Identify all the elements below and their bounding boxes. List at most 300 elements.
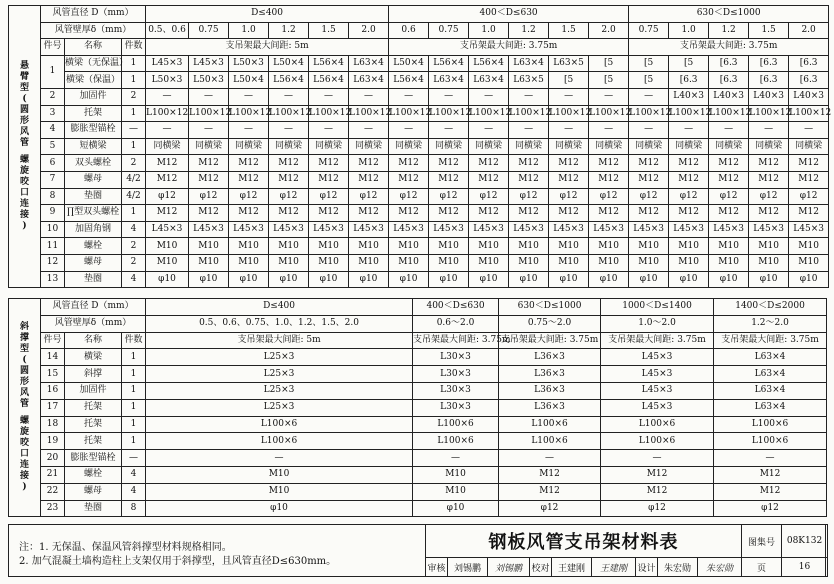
spec-cell: L100×12 (669, 105, 709, 122)
spec-cell: L45×3 (429, 221, 469, 238)
spec-cell: L100×12 (469, 105, 509, 122)
spec-cell: M12 (229, 155, 269, 172)
spec-cell: L100×12 (549, 105, 589, 122)
spec-cell: 同横梁 (589, 138, 629, 155)
item-name: 双头螺栓 (65, 155, 122, 172)
item-no: 6 (41, 155, 65, 172)
spec-cell: L45×3 (601, 349, 714, 366)
spec-cell: L100×6 (413, 433, 499, 450)
item-name: 横梁（保温） (65, 72, 122, 89)
thickness-cell: 0.75 (189, 22, 229, 39)
spec-cell: φ12 (589, 188, 629, 205)
spec-cell: [6.3 (669, 72, 709, 89)
spec-cell: L25×3 (146, 349, 413, 366)
spec-cell: M12 (309, 171, 349, 188)
item-name: 螺母 (65, 171, 122, 188)
spec-cell: 同横梁 (709, 138, 749, 155)
side-char: 咬 (19, 438, 29, 449)
spec-cell: L100×12 (429, 105, 469, 122)
table-row (9, 72, 829, 89)
spec-cell: φ10 (789, 271, 829, 288)
spec-cell: — (146, 122, 189, 139)
side-char: ) (22, 482, 27, 493)
spec-cell: φ12 (229, 188, 269, 205)
spec-cell: — (349, 88, 389, 105)
spec-cell: φ12 (714, 500, 827, 517)
thickness-cell: 1.0 (669, 22, 709, 39)
side-char: 风 (19, 388, 29, 399)
side-char: 接 (19, 471, 29, 482)
item-name: 垫圈 (65, 271, 122, 288)
spec-cell: L45×3 (669, 221, 709, 238)
spacing-header: 支吊架最大间距: 3.75m (389, 39, 629, 56)
spec-cell: L45×3 (189, 221, 229, 238)
spec-cell: 同横梁 (549, 138, 589, 155)
table-row (9, 138, 829, 155)
group-header: 1400＜D≤2000 (714, 299, 827, 316)
side-char: ( (22, 94, 27, 105)
thickness-cell: 1.0 (229, 22, 269, 39)
spec-cell: M12 (269, 171, 309, 188)
spec-cell: — (549, 122, 589, 139)
item-name: 横梁 (65, 349, 122, 366)
spec-cell: L50×3 (229, 55, 269, 72)
side-char: 圆 (19, 366, 29, 377)
spec-cell: M10 (549, 238, 589, 255)
spec-cell: M12 (269, 155, 309, 172)
item-no: 1 (41, 55, 65, 88)
thickness-cell: 0.75～2.0 (499, 315, 601, 332)
spec-cell: φ12 (269, 188, 309, 205)
spec-cell: φ10 (429, 271, 469, 288)
note-1: 注：1. 无保温、保温风管斜撑型材料规格相同。 (19, 542, 232, 553)
spec-cell: M10 (269, 238, 309, 255)
spec-cell: M10 (229, 238, 269, 255)
page-number: 16 (782, 558, 828, 577)
spec-cell: L100×12 (709, 105, 749, 122)
spec-cell: L30×3 (413, 366, 499, 383)
table-row (9, 500, 827, 517)
spec-cell: L40×3 (789, 88, 829, 105)
spec-cell: M12 (309, 155, 349, 172)
spec-cell: L25×3 (146, 366, 413, 383)
spec-cell: φ12 (309, 188, 349, 205)
side-char: 连 (19, 460, 29, 471)
spec-cell: M10 (709, 238, 749, 255)
spec-cell: L100×6 (499, 433, 601, 450)
spec-cell: L100×12 (629, 105, 669, 122)
thickness-cell: 2.0 (589, 22, 629, 39)
thickness-cell: 0.5、0.6 (146, 22, 189, 39)
spec-cell: 同横梁 (349, 138, 389, 155)
table-row (9, 88, 829, 105)
spec-cell: — (714, 450, 827, 467)
item-no: 4 (41, 122, 65, 139)
spec-cell: — (189, 122, 229, 139)
item-qty: 2 (122, 254, 146, 271)
spec-cell: φ10 (389, 271, 429, 288)
side-char: 接 (19, 210, 29, 221)
spec-cell: M10 (509, 238, 549, 255)
thickness-cell: 1.2～2.0 (714, 315, 827, 332)
spec-cell: L63×4 (714, 366, 827, 383)
spec-cell: — (146, 88, 189, 105)
header-row-columns (9, 332, 827, 349)
col-name-header: 名称 (65, 332, 122, 349)
spec-cell: M12 (589, 171, 629, 188)
spec-cell: M10 (349, 254, 389, 271)
spec-cell: M10 (709, 254, 749, 271)
item-no: 10 (41, 221, 65, 238)
title-block (425, 524, 828, 577)
item-no: 17 (41, 399, 65, 416)
item-qty: 4 (122, 271, 146, 288)
diagonal-brace-table (8, 298, 827, 517)
item-name: 螺栓 (65, 466, 122, 483)
spec-cell: [6.3 (749, 55, 789, 72)
spec-cell: M12 (749, 155, 789, 172)
spec-cell: φ12 (629, 188, 669, 205)
spec-cell: M10 (189, 254, 229, 271)
item-name: 加固件 (65, 88, 122, 105)
spec-cell: M12 (349, 171, 389, 188)
item-qty: 1 (122, 366, 146, 383)
item-no: 2 (41, 88, 65, 105)
item-no: 19 (41, 433, 65, 450)
spec-cell: M12 (749, 205, 789, 222)
spec-cell: M12 (429, 205, 469, 222)
spec-cell: M12 (269, 205, 309, 222)
table-row (9, 105, 829, 122)
spec-cell: M12 (789, 171, 829, 188)
spec-cell: M10 (413, 483, 499, 500)
spec-cell: M12 (229, 205, 269, 222)
spec-cell: φ12 (429, 188, 469, 205)
side-char: 管 (19, 138, 29, 149)
spec-cell: M12 (469, 155, 509, 172)
header-row-diameter (9, 6, 829, 23)
col-qty-header: 件数 (122, 332, 146, 349)
spec-cell: M12 (146, 171, 189, 188)
spec-cell: L45×3 (749, 221, 789, 238)
item-qty: 1 (122, 416, 146, 433)
spec-cell: — (146, 450, 413, 467)
col-qty-header: 件数 (122, 39, 146, 56)
spec-cell: M12 (601, 483, 714, 500)
thickness-cell: 2.0 (789, 22, 829, 39)
spec-cell: M10 (629, 238, 669, 255)
spec-cell: M12 (509, 155, 549, 172)
table-row (9, 433, 827, 450)
design-label: 设计 (636, 558, 658, 577)
item-name: 螺母 (65, 483, 122, 500)
group-header: 400＜D≤630 (389, 6, 629, 23)
spec-cell: M12 (389, 155, 429, 172)
spec-cell: M12 (589, 205, 629, 222)
spec-cell: M10 (469, 238, 509, 255)
spec-cell: M12 (629, 171, 669, 188)
spec-cell: — (509, 122, 549, 139)
side-char: 管 (19, 399, 29, 410)
spec-cell: M12 (469, 171, 509, 188)
spec-cell: 同横梁 (229, 138, 269, 155)
thickness-cell: 1.0 (469, 22, 509, 39)
spec-cell: L45×3 (629, 221, 669, 238)
spec-cell: M10 (309, 254, 349, 271)
spacing-header: 支吊架最大间距: 3.75m (413, 332, 499, 349)
header-row-thickness (9, 315, 827, 332)
spec-cell: 同横梁 (749, 138, 789, 155)
spec-cell: 同横梁 (629, 138, 669, 155)
spec-cell: M10 (429, 238, 469, 255)
item-no: 11 (41, 238, 65, 255)
spec-cell: [6.3 (709, 55, 749, 72)
spec-cell: L63×4 (714, 399, 827, 416)
spec-cell: φ12 (349, 188, 389, 205)
spec-cell: — (349, 122, 389, 139)
item-name: 托架 (65, 416, 122, 433)
spec-cell: [6.3 (749, 72, 789, 89)
side-char: 旋 (19, 166, 29, 177)
header-row-columns (9, 39, 829, 56)
table-row (9, 55, 829, 72)
group-header: D≤400 (146, 6, 389, 23)
side-char: 撑 (19, 333, 29, 344)
spec-cell: — (389, 122, 429, 139)
item-name: 托架 (65, 433, 122, 450)
spec-cell: M12 (669, 155, 709, 172)
thickness-cell: 1.2 (709, 22, 749, 39)
spec-cell: — (789, 122, 829, 139)
spec-cell: L50×3 (189, 72, 229, 89)
spec-cell: L36×3 (499, 399, 601, 416)
spec-cell: 同横梁 (469, 138, 509, 155)
header-row-thickness (9, 22, 829, 39)
item-no: 9 (41, 205, 65, 222)
table-row (9, 349, 827, 366)
spec-cell: L45×3 (601, 382, 714, 399)
spec-cell: — (469, 122, 509, 139)
spec-cell: M12 (589, 155, 629, 172)
spec-cell: M10 (146, 466, 413, 483)
spec-cell: L45×3 (229, 221, 269, 238)
spec-cell: — (309, 122, 349, 139)
side-char: 臂 (19, 72, 29, 83)
spec-cell: φ12 (549, 188, 589, 205)
spec-cell: L45×3 (469, 221, 509, 238)
spec-cell: [5 (669, 55, 709, 72)
item-name: 斜撑 (65, 366, 122, 383)
item-qty: 1 (122, 205, 146, 222)
spec-cell: φ10 (509, 271, 549, 288)
thickness-cell: 1.5 (549, 22, 589, 39)
spec-cell: M12 (601, 466, 714, 483)
spec-cell: — (549, 88, 589, 105)
spec-cell: M12 (389, 171, 429, 188)
spec-cell: M10 (389, 254, 429, 271)
spec-cell: M12 (429, 171, 469, 188)
spec-cell: L45×3 (601, 399, 714, 416)
item-name: 垫圈 (65, 188, 122, 205)
spec-cell: L63×4 (349, 72, 389, 89)
spec-cell: L25×3 (146, 399, 413, 416)
item-no: 13 (41, 271, 65, 288)
spec-cell: M12 (189, 171, 229, 188)
spec-cell: φ10 (269, 271, 309, 288)
side-char: 悬 (19, 61, 29, 72)
col-no-header: 件号 (41, 332, 65, 349)
item-no: 20 (41, 450, 65, 467)
spec-cell: M12 (229, 171, 269, 188)
spec-cell: L56×4 (389, 72, 429, 89)
side-char: ( (22, 355, 27, 366)
spec-cell: L100×12 (229, 105, 269, 122)
thickness-cell: 1.5 (749, 22, 789, 39)
spec-cell: L63×5 (509, 72, 549, 89)
table-row (9, 416, 827, 433)
side-char: 斜 (19, 322, 29, 333)
spec-cell: M12 (499, 483, 601, 500)
item-no: 22 (41, 483, 65, 500)
spec-cell: L50×4 (269, 55, 309, 72)
spec-cell: — (669, 122, 709, 139)
spacing-header: 支吊架最大间距: 3.75m (629, 39, 829, 56)
spec-cell: — (629, 88, 669, 105)
item-qty: 4 (122, 221, 146, 238)
spec-cell: M10 (629, 254, 669, 271)
spec-cell: M12 (389, 205, 429, 222)
spec-cell: L100×6 (413, 416, 499, 433)
spec-cell: 同横梁 (146, 138, 189, 155)
thickness-cell: 0.75 (429, 22, 469, 39)
item-qty: 1 (122, 399, 146, 416)
spec-cell: L50×4 (389, 55, 429, 72)
spec-cell: — (269, 122, 309, 139)
item-qty: 1 (122, 349, 146, 366)
spacing-header: 支吊架最大间距: 5m (146, 39, 389, 56)
item-no: 12 (41, 254, 65, 271)
side-char: 螺 (19, 155, 29, 166)
spec-cell: L100×12 (269, 105, 309, 122)
spec-cell: φ10 (709, 271, 749, 288)
item-qty: 1 (122, 138, 146, 155)
table-row (9, 271, 829, 288)
spec-cell: L36×3 (499, 382, 601, 399)
spec-cell: L30×3 (413, 349, 499, 366)
item-qty: — (122, 450, 146, 467)
spec-cell: [5 (629, 72, 669, 89)
spec-cell: 同横梁 (789, 138, 829, 155)
spec-cell: L45×3 (269, 221, 309, 238)
spec-cell: M10 (413, 466, 499, 483)
spec-cell: L100×12 (509, 105, 549, 122)
spec-cell: L63×4 (429, 72, 469, 89)
spec-cell: φ10 (146, 500, 413, 517)
table-row (9, 221, 829, 238)
review-label: 审核 (426, 558, 448, 577)
spec-cell: L45×3 (509, 221, 549, 238)
spec-cell: M10 (789, 254, 829, 271)
header-thickness: 风管壁厚δ（mm） (41, 22, 146, 39)
spec-cell: φ10 (309, 271, 349, 288)
side-char: 圆 (19, 105, 29, 116)
group-header: 400＜D≤630 (413, 299, 499, 316)
spec-cell: 同横梁 (389, 138, 429, 155)
thickness-cell: 1.0～2.0 (601, 315, 714, 332)
spec-cell: L36×3 (499, 349, 601, 366)
spec-cell: φ12 (789, 188, 829, 205)
spec-cell: φ12 (601, 500, 714, 517)
spec-cell: M12 (349, 205, 389, 222)
spec-cell: M12 (669, 205, 709, 222)
spec-cell: φ10 (549, 271, 589, 288)
spec-cell: M12 (189, 205, 229, 222)
item-name: 膨胀型锚栓 (65, 450, 122, 467)
spec-cell: L100×12 (349, 105, 389, 122)
spec-cell: — (309, 88, 349, 105)
spec-cell: M12 (146, 155, 189, 172)
spec-cell: M12 (549, 171, 589, 188)
item-qty: 2 (122, 238, 146, 255)
spec-cell: M10 (469, 254, 509, 271)
group-header: 630＜D≤1000 (629, 6, 829, 23)
spec-cell: L100×12 (789, 105, 829, 122)
spec-cell: L45×3 (789, 221, 829, 238)
spec-cell: L100×6 (601, 433, 714, 450)
spec-cell: L50×3 (146, 72, 189, 89)
checker-name: 王建刚 (552, 558, 592, 577)
spec-cell: φ12 (189, 188, 229, 205)
spec-cell: — (499, 450, 601, 467)
table-row (9, 483, 827, 500)
spec-cell: — (629, 122, 669, 139)
footer (8, 524, 826, 577)
spec-cell: L36×3 (499, 366, 601, 383)
spec-cell: [6.3 (789, 55, 829, 72)
spec-cell: M10 (229, 254, 269, 271)
item-qty: 4/2 (122, 171, 146, 188)
spec-cell: M10 (146, 254, 189, 271)
table-row (9, 450, 827, 467)
spec-cell: — (749, 122, 789, 139)
spec-cell: L63×4 (349, 55, 389, 72)
spec-cell: M10 (669, 254, 709, 271)
item-name: 托架 (65, 399, 122, 416)
designer-signature: 朱宏勋 (698, 558, 742, 577)
spec-cell: M12 (789, 205, 829, 222)
table-row (9, 171, 829, 188)
spec-cell: L30×3 (413, 399, 499, 416)
spec-cell: — (589, 88, 629, 105)
spec-cell: M10 (146, 483, 413, 500)
item-qty: 1 (122, 105, 146, 122)
group-header: 1000＜D≤1400 (601, 299, 714, 316)
item-no: 18 (41, 416, 65, 433)
table-row (9, 205, 829, 222)
spacing-header: 支吊架最大间距: 5m (146, 332, 413, 349)
item-name: 托架 (65, 105, 122, 122)
spec-cell: L100×6 (499, 416, 601, 433)
spec-cell: M12 (429, 155, 469, 172)
spec-cell: M12 (549, 205, 589, 222)
spec-cell: 同横梁 (189, 138, 229, 155)
spec-cell: φ12 (469, 188, 509, 205)
side-char: 形 (19, 116, 29, 127)
spec-cell: L45×3 (309, 221, 349, 238)
spec-cell: M10 (509, 254, 549, 271)
spacing-header: 支吊架最大间距: 3.75m (714, 332, 827, 349)
thickness-cell: 0.6～2.0 (413, 315, 499, 332)
